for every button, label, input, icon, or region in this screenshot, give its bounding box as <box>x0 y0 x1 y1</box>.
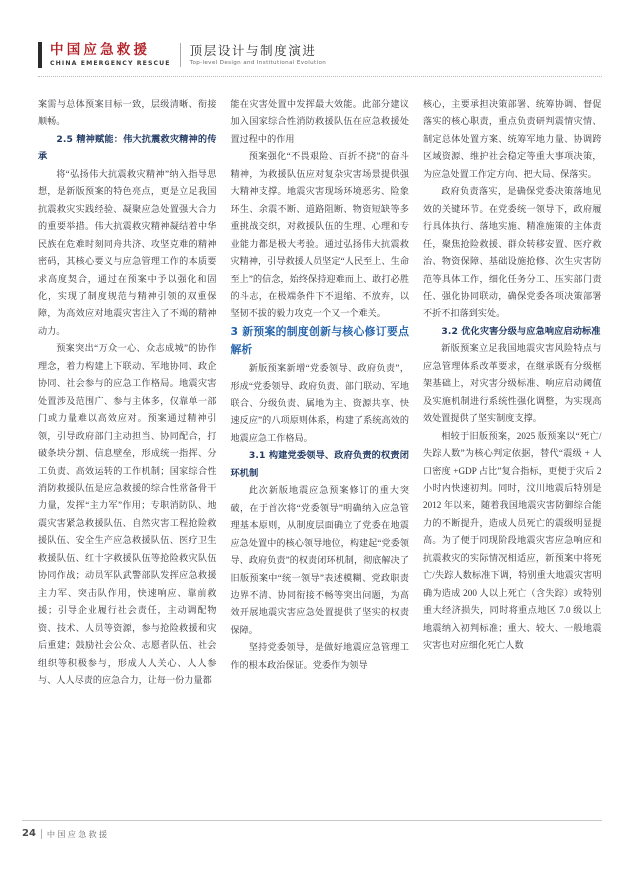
masthead-rule <box>38 76 602 77</box>
paragraph: 预案突出“万众一心、众志成城”的协作理念，着力构建上下联动、军地协同、政企协同、社会参与的应急工作格局。地震灾害处置涉及范围广、参与主体多，仅靠单一部门或力量难以高效应对。预案通过精神引领，引导政府部门主动担当、协同配合，打破条块分割、信息壁垒，形成统一指挥、分工负责、高效运转的工作机制；国家综合性消防救援队伍是应急救援的综合性常备骨干力量，发挥“主力军”作用；专职消防队、地震灾害紧急救援队伍、自然灾害工程抢险救援队伍、安全生产应急救援队伍、医疗卫生救援队伍、红十字救援队伍等抢险救灾队伍协同作战；动员军队武警部队发挥应急救援主力军、突击队作用，快速响应、靠前救援；引导企业履行社会责任，主动调配物资、技术、人员等资源，参与抢险救援和灾后重建；鼓励社会公众、志愿者队伍、社会组织等积极参与，形成人人关心、人人参与、人人尽责的应急合力，让每一份力量都 <box>38 343 217 685</box>
heading-3-1: 3.1 构建党委领导、政府负责的权责闭环机制 <box>230 450 409 479</box>
paragraph: 相较于旧版预案，2025 版预案以“死亡/失踪人数”为核心判定依据，替代“震级 + 人口密度 +GDP 占比”复合指标，更便于灾后 2 小时内快速初判。同时，汶川地震后特别是 2012 年以来，随着我国地震灾害防御综合能力的不断提升，造成人员死亡的震级明显提高。为了便于同现阶段地震灾害应急响应和抗震救灾的实际情况相适应，新预案中将死亡/失踪人数标准下调，特别重大地震灾害明确为造成 200 人以上死亡（含失踪）或特别重大经济损失，同时将重点地区 7.0 级以上地震纳入初判标准；重大、较大、一般地震灾害也对应细化死亡人数 <box>423 430 602 651</box>
page-footer <box>22 826 109 842</box>
paragraph-continued: 核心，主要承担决策部署、统筹协调、督促落实的核心职责，重点负责研判震情灾情、制定总体处置方案、统筹军地力量、协调跨区域资源、维护社会稳定等重大事项决策，为应急处置工作定方向、把大局、保落实。 <box>423 99 602 179</box>
paragraph: 政府负责落实，是确保党委决策落地见效的关键环节。在党委统一领导下，政府履行具体执行、落地实施、精准施策的主体责任，聚焦抢险救援、群众转移安置、医疗救治、物资保障、基础设施抢修、次生灾害防范等具体工作，细化任务分工、压实部门责任、强化协同联动，确保党委各项决策部署不折不扣落到实处。 <box>423 186 602 319</box>
masthead-section <box>190 43 326 68</box>
heading-3: 3 新预案的制度创新与核心修订要点解析 <box>230 324 409 357</box>
paragraph: 预案强化“不畏艰险、百折不挠”的奋斗精神，为救援队伍应对复杂灾害场景提供强大精神支撑。地震灾害现场环境恶劣、险象环生、余震不断、道路阻断、物资短缺等多重挑战交织，对救援队伍的生理、心理和专业能力都是极大考验。通过弘扬伟大抗震救灾精神，引导救援人员坚定“人民至上、生命至上”的信念，始终保持迎难而上、敢打必胜的斗志，在极端条件下不退缩、不放弃，以坚韧不拔的毅力攻克一个又一个难关。 <box>230 151 409 319</box>
heading-3-2: 3.2 优化灾害分级与应急响应启动标准 <box>441 325 601 337</box>
masthead <box>38 38 602 72</box>
paragraph: 新版预案立足我国地震灾害风险特点与应急管理体系改革要求，在继承既有分级框架基础上，对灾害分级标准、响应启动阈值及实施机制进行系统性强化调整，为实现高效处置提供了坚实制度支撑。 <box>423 343 602 424</box>
paragraph: 新版预案新增“党委领导、政府负责”，形成“党委领导、政府负责、部门联动、军地联合、分级负责、属地为主、资源共享、快速反应”的八项原则体系，构建了系统高效的地震应急工作格局。 <box>230 363 409 443</box>
masthead-section-en: Top-level Design and Institutional Evolution <box>189 59 327 66</box>
page-number: 24 <box>22 828 36 839</box>
article-columns <box>38 96 602 796</box>
masthead-brand <box>50 43 180 68</box>
paragraph: 此次新版地震应急预案修订的重大突破，在于首次将“党委领导”明确纳入应急管理基本原则，从制度层面确立了党委在地震应急处置中的核心领导地位，构建起“党委领导、政府负责”的权责闭环机制，彻底解决了旧版预案中“统一领导”表述模糊、党政职责边界不清、协同衔接不畅等突出问题，为高效开展地震灾害应急处置提供了坚实的权责保障。 <box>230 485 409 635</box>
masthead-brand-cn: 中国应急救援 <box>50 41 151 58</box>
column-left <box>38 96 217 796</box>
masthead-accent-bar <box>38 42 42 68</box>
heading-2-5: 2.5 精神赋能：伟大抗震救灾精神的传承 <box>38 133 217 163</box>
masthead-section-cn: 顶层设计与制度演进 <box>189 42 317 58</box>
paragraph-continued: 案需与总体预案目标一致，层级清晰、衔接顺畅。 <box>38 99 217 127</box>
footer-rule <box>22 820 602 821</box>
masthead-brand-en: CHINA EMERGENCY RESCUE <box>50 59 171 67</box>
column-middle <box>231 96 410 796</box>
paragraph: 将“弘扬伟大抗震救灾精神”纳入指导思想，是新版预案的特色亮点，更是立足我国抗震救灾实践经验、凝聚应急处置强大合力的重要举措。伟大抗震救灾精神凝结着中华民族在危难时刻同舟共济、攻坚克难的精神密码，其核心要义与应急管理工作的本质要求高度契合，通过在预案中予以强化和固化，实现了制度规范与精神引领的双重保障，为高效应对地震灾害注入了不竭的精神动力。 <box>38 168 217 336</box>
footer-divider <box>41 829 42 839</box>
paragraph-continued: 能在灾害处置中发挥最大效能。此部分建议加入国家综合性消防救援队伍在应急救援处置过程中的作用 <box>230 99 409 144</box>
column-right <box>423 96 602 796</box>
footer-publication: 中国应急救援 <box>46 829 110 839</box>
masthead-divider <box>180 43 181 67</box>
paragraph: 坚持党委领导，是做好地震应急管理工作的根本政治保证。党委作为领导 <box>230 642 409 670</box>
